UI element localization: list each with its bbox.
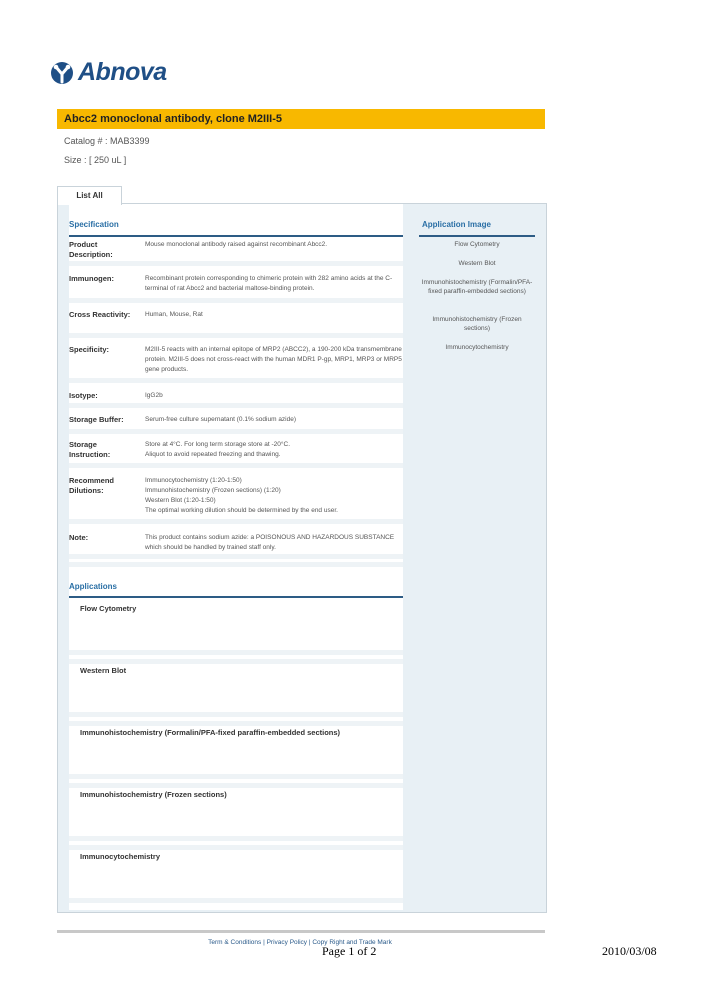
spec-value-dilutions: Immunocytochemistry (1:20-1:50) Immunohistochemistry (Frozen sections) (1:20) Western Blot (1:20-1:50) The optimal working dilution should be determined by the end user. [145, 477, 338, 514]
spec-label-specificity: Specificity: [69, 345, 110, 354]
abnova-logo-icon [50, 61, 74, 85]
applications-title: Applications [69, 582, 118, 591]
applications-divider [69, 596, 403, 598]
specification-divider [69, 235, 403, 237]
row-separator [69, 712, 403, 717]
application-ihc-frozen: Immunohistochemistry (Frozen sections) [80, 790, 227, 799]
spec-label-cross-reactivity: Cross Reactivity: [69, 310, 131, 319]
spec-value-note: This product contains sodium azide: a POISONOUS AND HAZARDOUS SUBSTANCE which should be handled by trained staff only. [145, 534, 395, 551]
footer-separator: | [307, 939, 313, 946]
row-separator [69, 562, 403, 567]
brand-name: Abnova [78, 58, 167, 86]
app-image-link-western-blot[interactable]: Western Blot [458, 260, 496, 267]
footer-link-copyright[interactable]: Copy Right and Trade Mark [312, 939, 392, 946]
row-separator [69, 519, 403, 524]
spec-label-dilutions: Recommend Dilutions: [69, 476, 115, 495]
application-image-title: Application Image [422, 220, 491, 229]
row-separator [69, 463, 403, 468]
spec-value-storage-instruction: Store at 4°C. For long term storage store at -20°C. Aliquot to avoid repeated freezing and thawing. [145, 441, 291, 458]
app-image-link-flow-cytometry[interactable]: Flow Cytometry [454, 241, 500, 248]
spec-value-storage-buffer: Serum-free culture supernatant (0.1% sodium azide) [145, 416, 297, 423]
row-separator [69, 429, 403, 434]
app-image-link-immunocytochemistry[interactable]: Immunocytochemistry [445, 344, 509, 351]
row-separator [69, 898, 403, 903]
app-image-link-ihc-paraffin[interactable]: Immunohistochemistry (Formalin/PFA-fixed paraffin-embedded sections) [421, 279, 533, 295]
spec-label-description: Product Description: [69, 240, 113, 259]
product-title-bar [57, 109, 545, 129]
specification-area [69, 204, 403, 910]
row-separator [69, 378, 403, 383]
spec-label-immunogen: Immunogen: [69, 274, 114, 283]
spec-label-isotype: Isotype: [69, 391, 98, 400]
content-panel [57, 203, 547, 913]
row-separator [69, 721, 403, 726]
print-date: 2010/03/08 [602, 944, 657, 958]
tab-list-all[interactable]: List All [57, 186, 122, 205]
application-western-blot: Western Blot [80, 666, 127, 675]
specification-title: Specification [69, 220, 119, 229]
spec-label-storage-instruction: Storage Instruction: [69, 440, 111, 459]
spec-label-note: Note: [69, 533, 89, 542]
spec-value-specificity: M2III-5 reacts with an internal epitope of MRP2 (ABCC2), a 190-200 kDa transmembrane protein. M2III-5 does not cross-react with the human MDR1 P-gp, MRP1, MRP3 or MRP5 gene products. [145, 346, 402, 373]
spec-value-description: Mouse monoclonal antibody raised against recombinant Abcc2. [145, 241, 328, 248]
footer-link-terms[interactable]: Term & Conditions [208, 939, 262, 946]
spec-value-isotype: IgG2b [145, 392, 163, 399]
row-separator [69, 333, 403, 338]
product-size: Size : [ 250 uL ] [64, 155, 127, 165]
spec-label-storage-buffer: Storage Buffer: [69, 415, 124, 424]
page-number: Page 1 of 2 [322, 944, 377, 958]
row-separator [69, 261, 403, 266]
row-separator [69, 298, 403, 303]
product-title: Abcc2 monoclonal antibody, clone M2III-5 [64, 113, 282, 125]
footer-divider [57, 930, 545, 933]
abnova-logo [50, 58, 167, 87]
catalog-number: Catalog # : MAB3399 [64, 136, 150, 146]
row-separator [69, 650, 403, 655]
spec-value-immunogen: Recombinant protein corresponding to chimeric protein with 282 amino acids at the C-terminal of rat Abcc2 and bacterial maltose-binding protein. [145, 275, 393, 292]
application-flow-cytometry: Flow Cytometry [80, 604, 137, 613]
row-separator [69, 403, 403, 408]
row-separator [69, 659, 403, 664]
app-image-link-ihc-frozen[interactable]: Immunohistochemistry (Frozen sections) [432, 316, 522, 332]
application-image-divider [419, 235, 535, 237]
footer-links [0, 939, 600, 946]
row-separator [69, 836, 403, 841]
footer-separator: | [261, 939, 267, 946]
row-separator [69, 774, 403, 779]
row-separator [69, 783, 403, 788]
row-separator [69, 845, 403, 850]
footer-link-privacy[interactable]: Privacy Policy [266, 939, 308, 946]
spec-value-cross-reactivity: Human, Mouse, Rat [145, 311, 203, 318]
application-immunocytochemistry: Immunocytochemistry [80, 852, 161, 861]
application-ihc-paraffin: Immunohistochemistry (Formalin/PFA-fixed paraffin-embedded sections) [80, 728, 341, 737]
row-separator [69, 554, 403, 559]
